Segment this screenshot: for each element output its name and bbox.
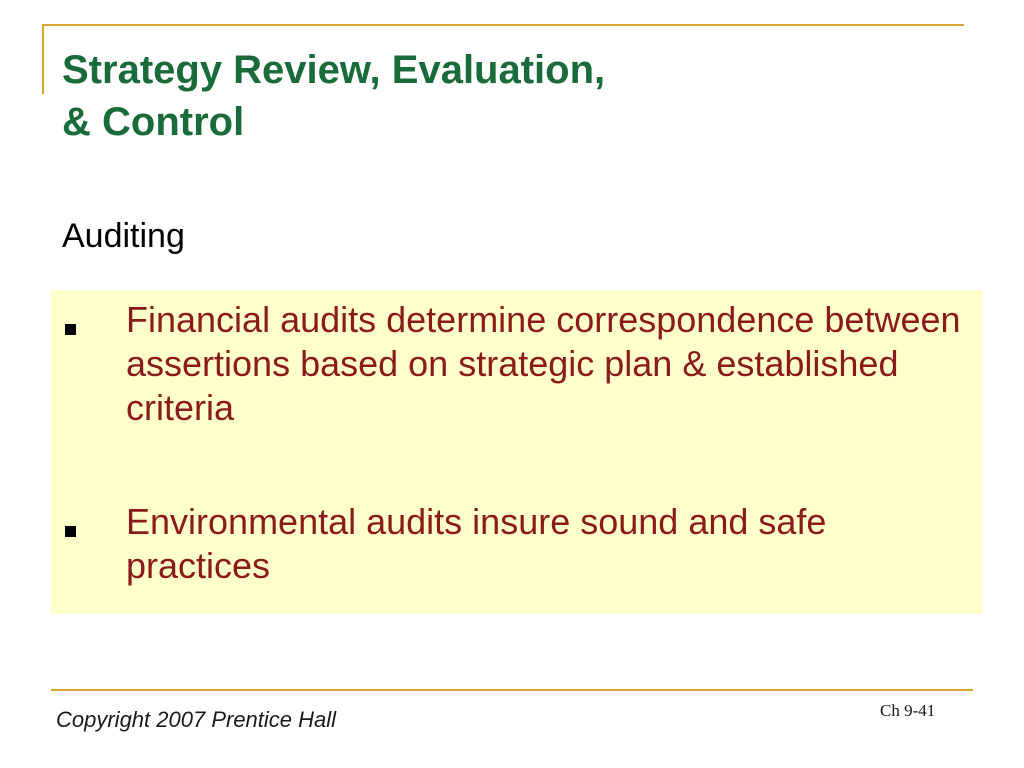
slide-title-line-2: & Control [62,100,245,144]
top-rule [42,24,964,26]
content-box [51,290,982,614]
slide-title [62,44,942,148]
slide-subtitle: Auditing [62,217,185,255]
bullet-text: Financial audits determine correspondence between assertions based on strategic plan & established criteria [126,299,961,428]
page-number: Ch 9-41 [880,701,936,720]
copyright-notice: Copyright 2007 Prentice Hall [56,707,337,732]
square-bullet-icon [65,526,76,537]
bullet-text: Environmental audits insure sound and safe practices [126,501,827,586]
square-bullet-icon [65,324,76,335]
slide-title-line-1: Strategy Review, Evaluation, [62,48,606,92]
footer-rule [51,689,973,691]
left-rule [42,24,44,94]
